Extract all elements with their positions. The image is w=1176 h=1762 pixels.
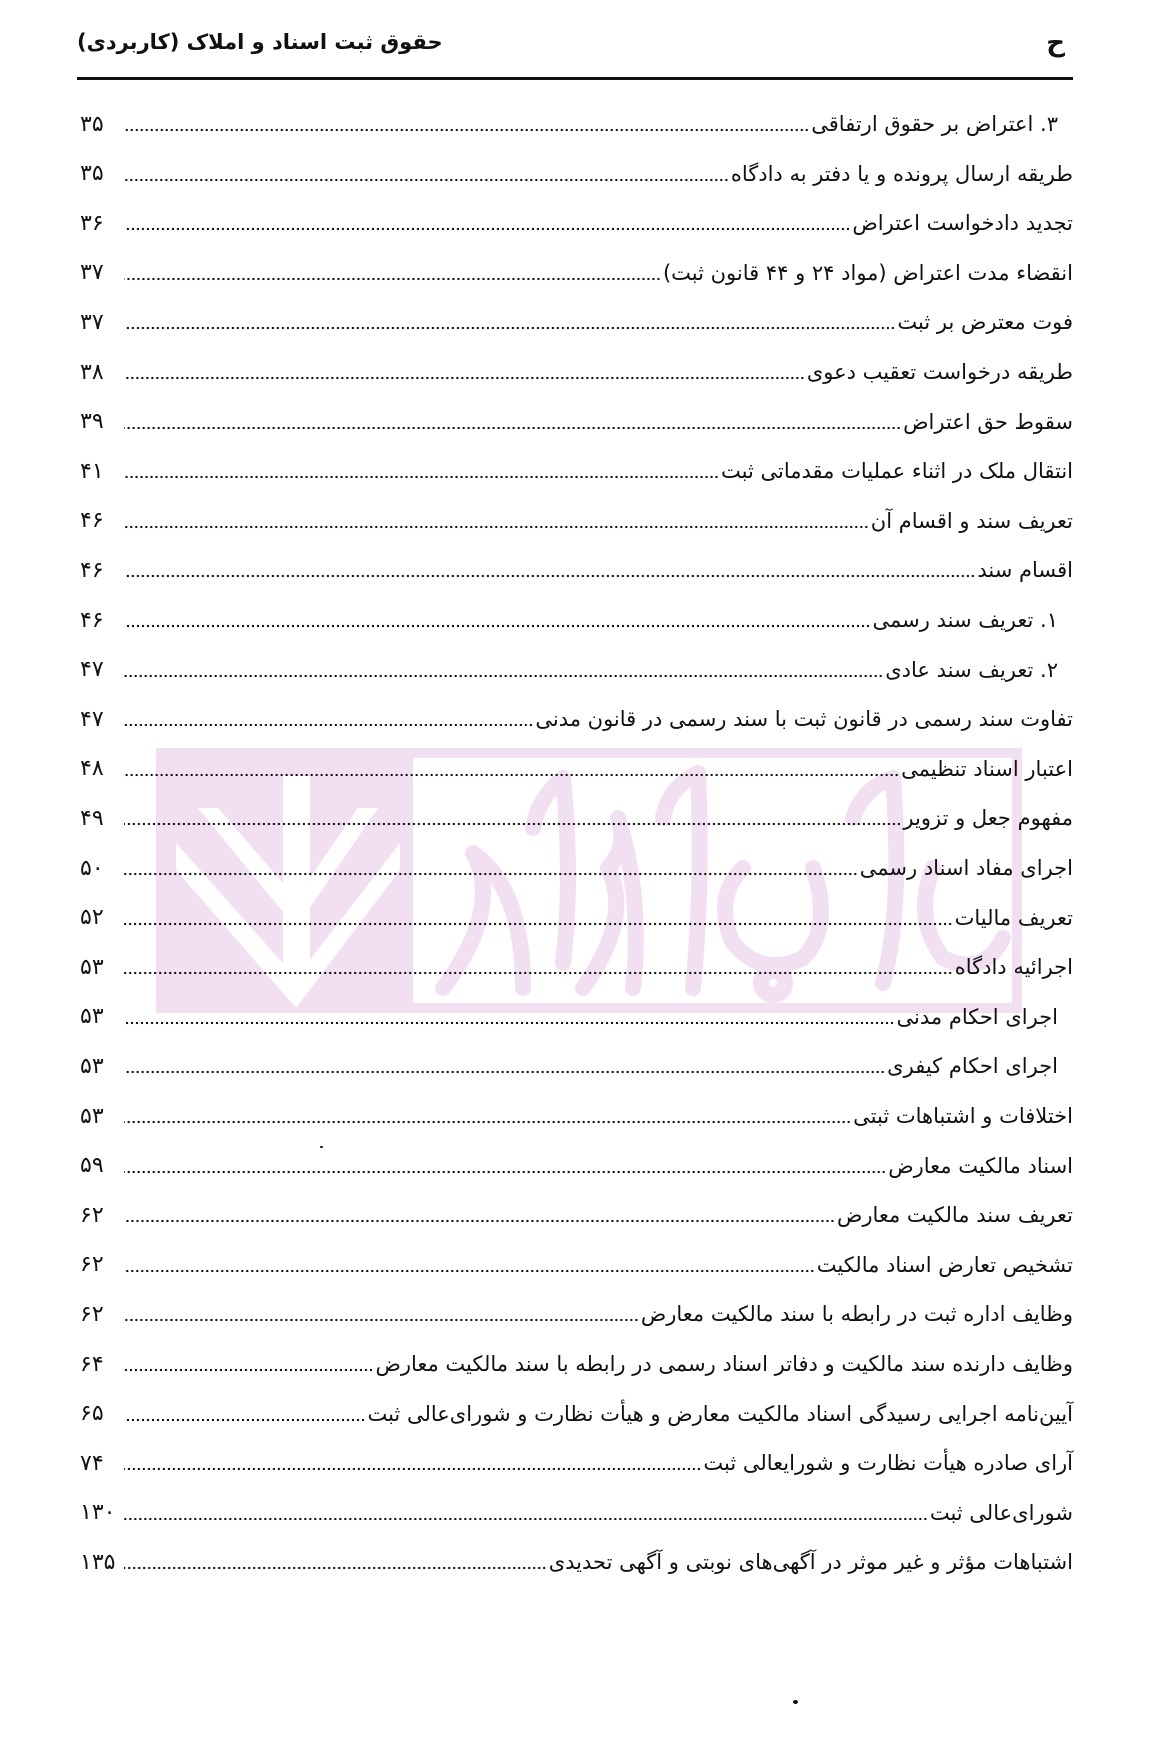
toc-entry[interactable] <box>80 950 1073 984</box>
toc-entry-page: ۱۳۵ <box>80 1549 116 1575</box>
dot-leader <box>124 426 901 430</box>
dot-leader <box>124 1517 928 1521</box>
toc-entry[interactable] <box>80 752 1073 786</box>
toc-entry-page: ۵۲ <box>80 905 104 931</box>
book-title: حقوق ثبت اسناد و املاک (کاربردی) <box>77 30 443 54</box>
dot-leader <box>124 1566 547 1570</box>
toc-entry-title: ۱. تعریف سند رسمی <box>872 608 1058 632</box>
toc-entry-title: اقسام سند <box>977 558 1073 583</box>
dot-leader <box>124 723 533 727</box>
toc-entry-page: ۳۷ <box>80 260 104 286</box>
dot-leader <box>124 326 895 330</box>
toc-entry-title: اختلافات و اشتباهات ثبتی <box>853 1104 1073 1128</box>
toc-entry-page: ۳۵ <box>80 161 104 187</box>
dot-leader <box>124 1368 373 1372</box>
toc-entry[interactable] <box>80 1000 1058 1034</box>
toc-entry-title: آرای صادره هیأت نظارت و شورایعالی ثبت <box>703 1451 1073 1476</box>
toc-entry[interactable] <box>80 553 1073 587</box>
toc-entry[interactable] <box>80 851 1073 885</box>
scan-speck <box>320 1146 323 1148</box>
toc-entry-title: تشخیص تعارض اسناد مالکیت <box>816 1252 1073 1277</box>
dot-leader <box>124 1318 639 1322</box>
dot-leader <box>124 178 729 182</box>
dot-leader <box>124 128 809 132</box>
toc-entry-page: ۵۹ <box>80 1153 104 1179</box>
toc-entry[interactable] <box>80 454 1073 488</box>
toc-entry[interactable] <box>80 504 1073 538</box>
dot-leader <box>124 376 805 380</box>
dot-leader <box>124 922 953 926</box>
dot-leader <box>124 1269 815 1273</box>
toc-entry-title: اجرای مفاد اسناد رسمی <box>859 856 1073 880</box>
toc-entry-title: انتقال ملک در اثناء عملیات مقدماتی ثبت <box>721 459 1073 484</box>
toc-entry[interactable] <box>80 1099 1073 1133</box>
toc-entry[interactable] <box>80 1347 1073 1381</box>
toc-entry-title: وظایف دارنده سند مالکیت و دفاتر اسناد رسمی در رابطه با سند مالکیت معارض <box>375 1352 1073 1376</box>
toc-entry-title: شورای‌عالی ثبت <box>929 1500 1073 1525</box>
toc-entry-title: ۳. اعتراض بر حقوق ارتفاقی <box>811 112 1058 136</box>
toc-entry-title: تجدید دادخواست اعتراض <box>852 211 1073 236</box>
toc-entry-page: ۴۶ <box>80 557 104 583</box>
toc-entry[interactable] <box>80 1297 1073 1331</box>
toc-entry[interactable] <box>80 107 1058 141</box>
toc-entry[interactable] <box>80 256 1073 290</box>
toc-entry-page: ۱۳۰ <box>80 1500 116 1526</box>
toc-entry-page: ۵۳ <box>80 1053 104 1079</box>
toc-entry[interactable] <box>80 1446 1073 1480</box>
toc-entry-title: تعریف سند مالکیت معارض <box>836 1203 1073 1228</box>
toc-entry[interactable] <box>80 653 1058 687</box>
toc-entry[interactable] <box>80 1545 1073 1579</box>
toc-entry-page: ۳۷ <box>80 309 104 335</box>
toc-entry-title: مفهوم جعل و تزویر <box>903 806 1073 831</box>
toc-entry[interactable] <box>80 702 1073 736</box>
toc-entry[interactable] <box>80 206 1073 240</box>
toc-entry-title: فوت معترض بر ثبت <box>897 310 1073 335</box>
toc-entry-title: اسناد مالکیت معارض <box>888 1153 1073 1178</box>
toc-entry-title: انقضاء مدت اعتراض (مواد ۲۴ و ۴۴ قانون ثبت) <box>662 260 1073 285</box>
toc-entry[interactable] <box>80 305 1073 339</box>
toc-entry[interactable] <box>80 355 1073 389</box>
toc-entry-page: ۳۸ <box>80 359 104 385</box>
dot-leader <box>124 475 719 479</box>
toc-entry-page: ۵۳ <box>80 954 104 980</box>
toc-entry-page: ۳۵ <box>80 111 104 137</box>
dot-leader <box>124 822 901 826</box>
toc-entry-page: ۵۳ <box>80 1103 104 1129</box>
dot-leader <box>124 624 871 628</box>
toc-entry-title: طریقه ارسال پرونده و یا دفتر به دادگاه <box>730 161 1073 186</box>
toc-entry-page: ۴۶ <box>80 607 104 633</box>
toc-entry-page: ۴۷ <box>80 657 104 683</box>
dot-leader <box>124 574 975 578</box>
toc-entry-title: آیین‌نامه اجرایی رسیدگی اسناد مالکیت معارض و هیأت نظارت و شورای‌عالی ثبت <box>367 1401 1073 1426</box>
dot-leader <box>124 227 850 231</box>
dot-leader <box>124 525 869 529</box>
toc-entry-page: ۶۲ <box>80 1252 104 1278</box>
toc-entry[interactable] <box>80 901 1073 935</box>
dot-leader <box>124 1021 895 1025</box>
toc-entry-title: اجرای احکام کیفری <box>887 1054 1058 1079</box>
scan-speck <box>793 1700 798 1704</box>
toc-entry-title: طریقه درخواست تعقیب دعوی <box>806 360 1073 384</box>
toc-entry-title: اجرائیه دادگاه <box>954 955 1073 980</box>
dot-leader <box>124 773 899 777</box>
toc-entry-title: تفاوت سند رسمی در قانون ثبت با سند رسمی در قانون مدنی <box>535 707 1073 732</box>
toc-entry[interactable] <box>80 1198 1073 1232</box>
toc-entry-page: ۶۴ <box>80 1351 104 1377</box>
toc-entry-title: تعریف سند و اقسام آن <box>870 508 1073 533</box>
toc-entry-title: تعریف مالیات <box>954 905 1073 930</box>
dot-leader <box>124 1170 886 1174</box>
dot-leader <box>124 1467 701 1471</box>
toc-entry[interactable] <box>80 801 1073 835</box>
dot-leader <box>124 277 661 281</box>
toc-entry-page: ۵۰ <box>80 855 104 881</box>
toc-entry-page: ۶۲ <box>80 1202 104 1228</box>
toc-entry-page: ۴۹ <box>80 805 104 831</box>
toc-entry-page: ۷۴ <box>80 1450 104 1476</box>
dot-leader <box>124 1070 885 1074</box>
dot-leader <box>124 971 953 975</box>
toc-entry[interactable] <box>80 157 1073 191</box>
toc-entry-page: ۴۷ <box>80 706 104 732</box>
dot-leader <box>124 872 858 876</box>
toc-entry-page: ۴۶ <box>80 508 104 534</box>
toc-entry[interactable] <box>80 603 1058 637</box>
page-letter: ح <box>1046 28 1065 58</box>
toc-entry-page: ۳۶ <box>80 210 104 236</box>
toc-entry[interactable] <box>80 1049 1058 1083</box>
toc-entry-title: اعتبار اسناد تنظیمی <box>901 756 1073 781</box>
toc-entry[interactable] <box>80 1248 1073 1282</box>
dot-leader <box>124 674 883 678</box>
toc-entry-title: اشتباهات مؤثر و غیر موثر در آگهی‌های نوبتی و آگهی تحدیدی <box>548 1550 1073 1575</box>
toc-entry-page: ۶۵ <box>80 1401 104 1427</box>
dot-leader <box>124 1120 851 1124</box>
toc-entry[interactable] <box>80 1397 1073 1431</box>
toc-entry[interactable] <box>80 1496 1073 1530</box>
toc-entry[interactable] <box>80 405 1073 439</box>
toc-entry-title: سقوط حق اعتراض <box>903 409 1073 434</box>
toc-entry-title: وظایف اداره ثبت در رابطه با سند مالکیت معارض <box>640 1302 1073 1327</box>
toc-entry[interactable] <box>80 1149 1073 1183</box>
dot-leader <box>124 1418 365 1422</box>
toc-entry-page: ۴۸ <box>80 756 104 782</box>
toc-entry-page: ۵۳ <box>80 1004 104 1030</box>
toc-entry-page: ۶۲ <box>80 1301 104 1327</box>
toc-entry-title: ۲. تعریف سند عادی <box>885 657 1058 682</box>
toc-entry-page: ۳۹ <box>80 409 104 435</box>
toc-entry-title: اجرای احکام مدنی <box>896 1004 1058 1029</box>
dot-leader <box>124 1219 835 1223</box>
toc-entry-page: ۴۱ <box>80 458 104 484</box>
